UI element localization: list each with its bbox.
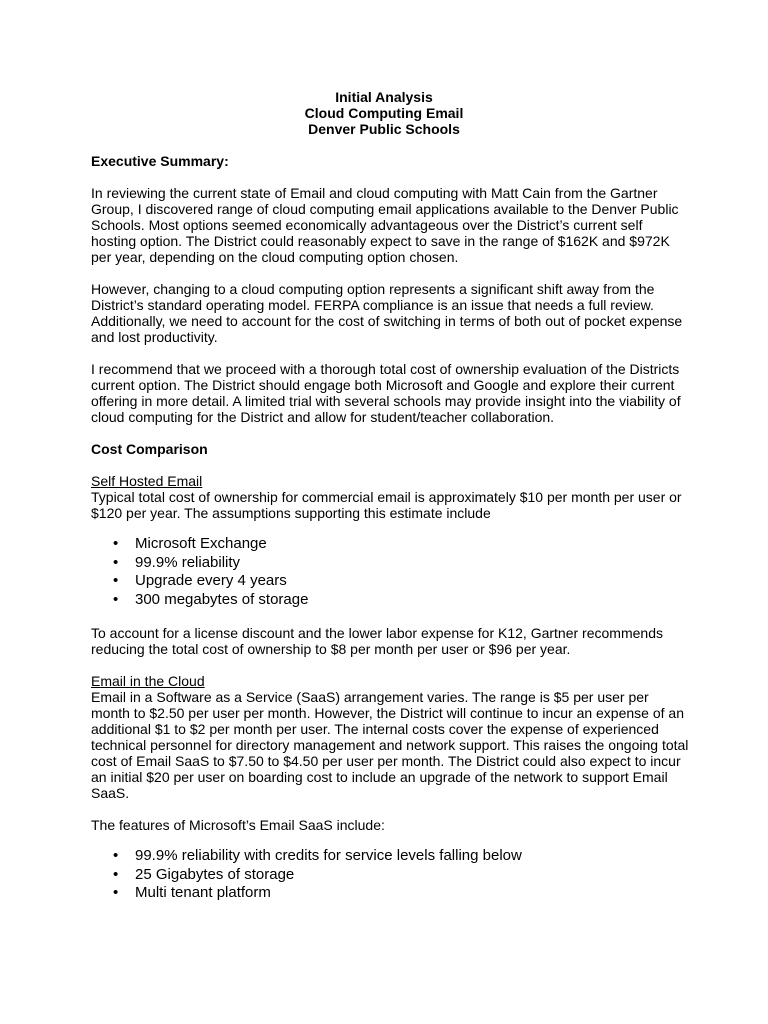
title-line-2: Cloud Computing Email	[304, 105, 464, 121]
list-item: • Microsoft Exchange	[113, 535, 267, 552]
cost-comparison-heading: Cost Comparison	[91, 441, 208, 457]
list-item: • Multi tenant platform	[113, 884, 271, 901]
cloud-features-intro: The features of Microsoft’s Email SaaS include:	[91, 817, 385, 833]
list-item: • 99.9% reliability with credits for service levels falling below	[113, 847, 522, 864]
self-hosted-subheading: Self Hosted Email	[91, 473, 203, 489]
cloud-body: Email in a Software as a Service (SaaS) arrangement varies. The range is $5 per user per month to $2.50 per user per month. However, the District will continue to incur an expense of an additional $1 to $2 per month per user. The internal costs cover the expense of experienced technical personnel for directory management and network support. This raises the ongoing total cost of Email SaaS to $7.50 to $4.50 per user per month. The District could also expect to incur an initial $20 per user on boarding cost to include an upgrade of the network to support Email SaaS.	[91, 689, 689, 801]
list-item: • 300 megabytes of storage	[113, 590, 309, 608]
list-item: • Upgrade every 4 years	[113, 572, 287, 589]
list-item: • 99.9% reliability	[113, 553, 241, 571]
self-hosted-assumptions-list	[91, 535, 691, 609]
self-hosted-intro: Typical total cost of ownership for commercial email is approximately $10 per month per user or $120 per year. The assumptions supporting this estimate include	[91, 489, 682, 521]
title-line-1: Initial Analysis	[335, 89, 433, 105]
executive-summary-heading: Executive Summary:	[91, 153, 229, 169]
self-hosted-note: To account for a license discount and the lower labor expense for K12, Gartner recommends reducing the total cost of ownership to $8 per month per user or $96 per year.	[91, 625, 663, 657]
document-body	[91, 153, 691, 903]
document-title	[0, 89, 768, 137]
cloud-subheading: Email in the Cloud	[91, 673, 205, 689]
executive-summary-paragraph-1: In reviewing the current state of Email and cloud computing with Matt Cain from the Gartner Group, I discovered range of cloud computing email applications available to the Denver Public Schools. Most options seemed economically advantageous over the District’s current self hosting option. The District could reasonably expect to save in the range of $162K and $972K per year, depending on the cloud computing option chosen.	[91, 185, 679, 265]
title-line-3: Denver Public Schools	[308, 121, 460, 137]
executive-summary-paragraph-3: I recommend that we proceed with a thorough total cost of ownership evaluation of the Districts current option. The District should engage both Microsoft and Google and explore their current offering in more detail. A limited trial with several schools may provide insight into the viability of cloud computing for the District and allow for student/teacher collaboration.	[91, 361, 681, 425]
executive-summary-paragraph-2: However, changing to a cloud computing option represents a significant shift away from the District’s standard operating model. FERPA compliance is an issue that needs a full review. Additionally, we need to account for the cost of switching in terms of both out of pocket expense and lost productivity.	[91, 281, 683, 345]
list-item: • 25 Gigabytes of storage	[113, 865, 295, 883]
cloud-features-list	[91, 847, 691, 903]
